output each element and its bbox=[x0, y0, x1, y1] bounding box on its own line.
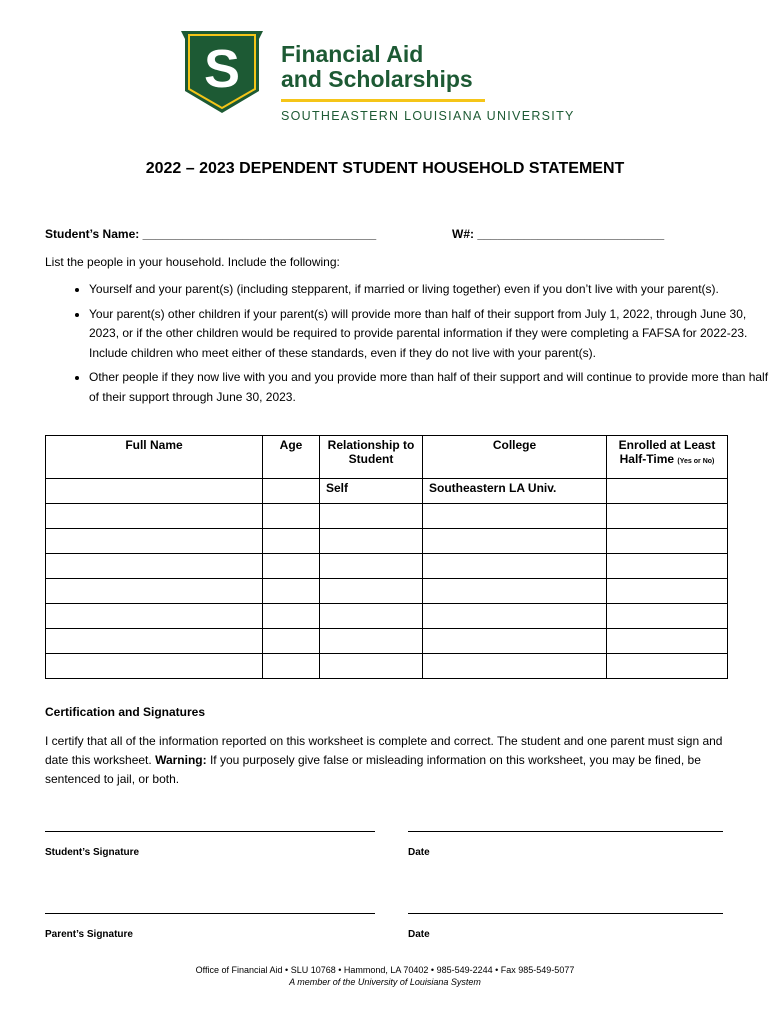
cell-age[interactable] bbox=[263, 504, 320, 529]
parent-signature-label: Parent’s Signature bbox=[45, 929, 133, 940]
cell-age[interactable] bbox=[263, 529, 320, 554]
cell-college[interactable] bbox=[423, 604, 607, 629]
cert-text-1: I certify that all of the information reported on this worksheet is complete and correct. The student and one parent must sign and date this worksheet. bbox=[45, 734, 723, 767]
cell-age[interactable] bbox=[263, 554, 320, 579]
cell-enrolled[interactable] bbox=[607, 554, 728, 579]
cell-enrolled[interactable] bbox=[607, 579, 728, 604]
list-item: • Yourself and your parent(s) (including stepparent, if married or living together) even if you don’t live with your parent(s). bbox=[89, 280, 770, 300]
cell-relationship[interactable] bbox=[320, 529, 423, 554]
household-table bbox=[45, 435, 728, 679]
cell-age[interactable] bbox=[263, 654, 320, 679]
cell-college[interactable] bbox=[423, 554, 607, 579]
cell-enrolled[interactable] bbox=[607, 654, 728, 679]
parent-signature-line[interactable] bbox=[45, 913, 375, 914]
footer-contact: Office of Financial Aid • SLU 10768 • Hammond, LA 70402 • 985-549-2244 • Fax 985-549-5077 bbox=[195, 965, 575, 975]
header-age: Age bbox=[263, 436, 320, 479]
cell-enrolled[interactable] bbox=[607, 529, 728, 554]
cell-relationship[interactable] bbox=[320, 654, 423, 679]
w-number-field[interactable]: W#: ____________________________ bbox=[452, 227, 665, 241]
cell-age[interactable] bbox=[263, 579, 320, 604]
page-title: 2022 – 2023 DEPENDENT STUDENT HOUSEHOLD STATEMENT bbox=[145, 160, 625, 177]
cert-text-2: If you purposely give false or misleading information on this worksheet, you may be fined, be sentenced to jail, or both. bbox=[45, 753, 701, 786]
cell-age[interactable] bbox=[263, 629, 320, 654]
list-item: • Other people if they now live with you and you provide more than half of their support and will continue to provide more than half of their support through June 30, 2023. bbox=[89, 368, 770, 407]
cell-relationship[interactable] bbox=[320, 504, 423, 529]
cell-relationship[interactable]: Self bbox=[320, 479, 423, 504]
warning-label: Warning: bbox=[155, 753, 207, 767]
logo-university-name: SOUTHEASTERN LOUISIANA UNIVERSITY bbox=[281, 109, 575, 123]
cell-enrolled[interactable] bbox=[607, 504, 728, 529]
header-full-name: Full Name bbox=[46, 436, 263, 479]
cell-age[interactable] bbox=[263, 479, 320, 504]
student-signature-line[interactable] bbox=[45, 831, 375, 832]
cell-college[interactable] bbox=[423, 654, 607, 679]
student-name-field[interactable]: Student’s Name: ___________________________________ bbox=[45, 227, 377, 241]
list-item: • Your parent(s) other children if your parent(s) will provide more than half of their support from July 1, 2022, through June 30, 2023, or if the other children would be required to provide parental information if they were completing a FAFSA for 2022-23. Include children who meet either of these standards, even if they do not live with your parent(s). bbox=[89, 305, 770, 364]
table-row bbox=[46, 579, 728, 604]
cell-relationship[interactable] bbox=[320, 629, 423, 654]
table-row bbox=[46, 529, 728, 554]
cell-full-name[interactable] bbox=[46, 479, 263, 504]
table-row bbox=[46, 554, 728, 579]
logo-title-line2: and Scholarships bbox=[281, 66, 473, 92]
table-row bbox=[46, 604, 728, 629]
parent-date-label: Date bbox=[408, 929, 430, 940]
table-row bbox=[46, 479, 728, 504]
cell-college[interactable] bbox=[423, 504, 607, 529]
table-row bbox=[46, 629, 728, 654]
cell-full-name[interactable] bbox=[46, 604, 263, 629]
header-relationship: Relationship to Student bbox=[320, 436, 423, 479]
header-enrolled-note: (Yes or No) bbox=[677, 458, 715, 465]
cell-full-name[interactable] bbox=[46, 629, 263, 654]
cell-full-name[interactable] bbox=[46, 529, 263, 554]
table-row bbox=[46, 654, 728, 679]
cell-enrolled[interactable] bbox=[607, 604, 728, 629]
certification-heading: Certification and Signatures bbox=[45, 705, 206, 719]
cell-college[interactable] bbox=[423, 629, 607, 654]
header-enrolled bbox=[607, 436, 728, 479]
cell-full-name[interactable] bbox=[46, 579, 263, 604]
cell-college[interactable] bbox=[423, 529, 607, 554]
intro-text: List the people in your household. Include the following: bbox=[45, 255, 340, 269]
header-enrolled-label: Enrolled at Least Half-Time bbox=[618, 438, 716, 466]
parent-date-line[interactable] bbox=[408, 913, 723, 914]
footer-member: A member of the University of Louisiana System bbox=[289, 977, 481, 987]
instruction-list bbox=[45, 280, 770, 407]
cell-enrolled[interactable] bbox=[607, 629, 728, 654]
certification-text bbox=[45, 732, 730, 789]
cell-age[interactable] bbox=[263, 604, 320, 629]
cell-college[interactable] bbox=[423, 579, 607, 604]
student-date-line[interactable] bbox=[408, 831, 723, 832]
cell-relationship[interactable] bbox=[320, 604, 423, 629]
student-date-label: Date bbox=[408, 847, 430, 858]
svg-text:S: S bbox=[203, 39, 241, 99]
student-signature-label: Student’s Signature bbox=[45, 847, 140, 858]
logo-divider bbox=[281, 99, 485, 102]
table-header-row bbox=[46, 436, 728, 479]
logo-title-line1: Financial Aid bbox=[281, 41, 424, 67]
cell-enrolled[interactable] bbox=[607, 479, 728, 504]
cell-relationship[interactable] bbox=[320, 579, 423, 604]
cell-full-name[interactable] bbox=[46, 654, 263, 679]
university-shield-logo bbox=[179, 29, 265, 115]
cell-full-name[interactable] bbox=[46, 554, 263, 579]
cell-relationship[interactable] bbox=[320, 554, 423, 579]
table-row bbox=[46, 504, 728, 529]
header-college: College bbox=[423, 436, 607, 479]
cell-full-name[interactable] bbox=[46, 504, 263, 529]
cell-college[interactable]: Southeastern LA Univ. bbox=[423, 479, 607, 504]
